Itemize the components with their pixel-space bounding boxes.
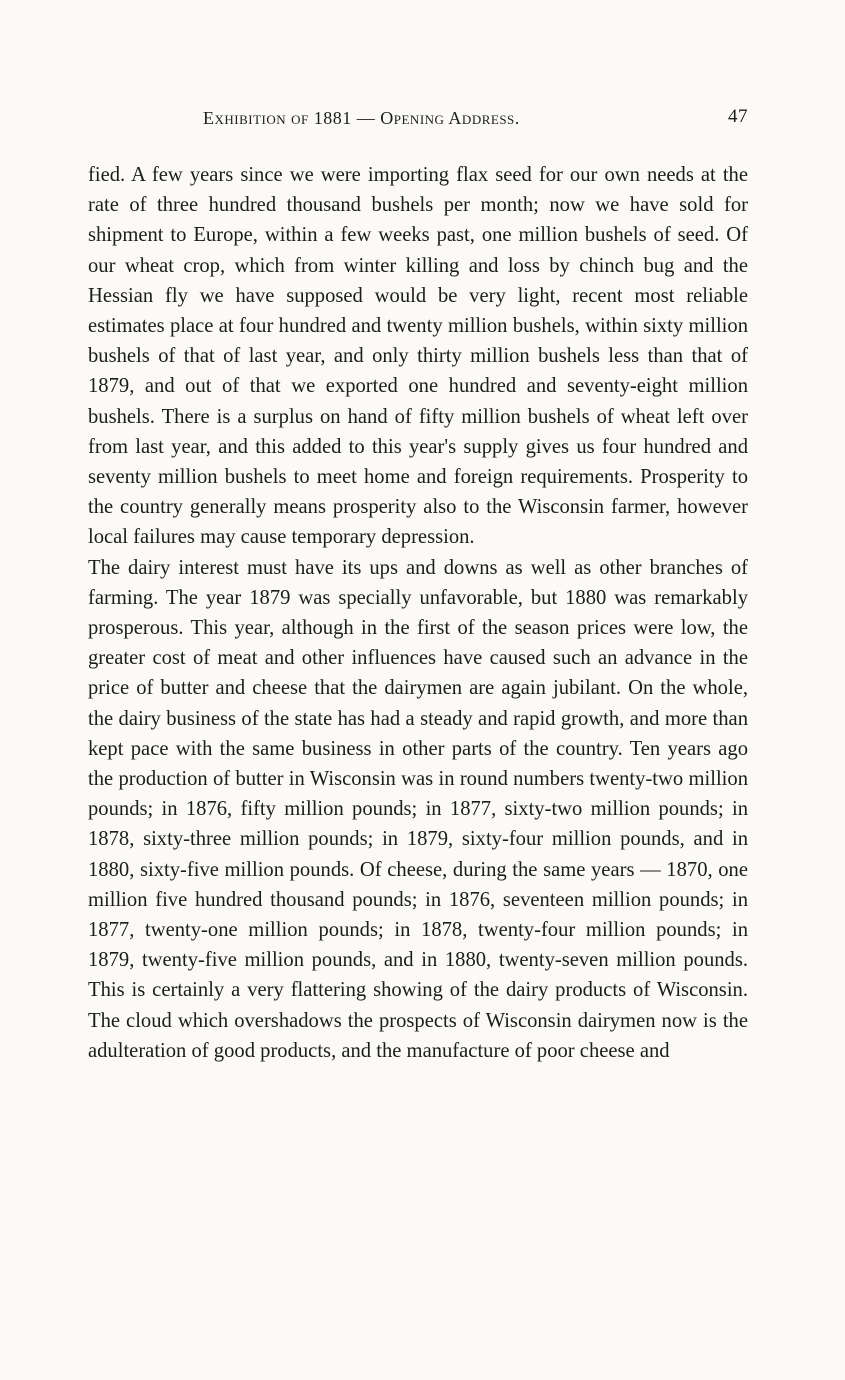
- paragraph-continued: fied. A few years since we were importing flax seed for our own needs at the rate of three hundred thousand bushels per month; now we have sold for shipment to Europe, within a few weeks past, one million bushels of seed. Of our wheat crop, which from winter killing and loss by chinch bug and the Hessian fly we have supposed would be very light, recent most reliable estimates place at four hundred and twenty million bushels, within sixty million bushels of that of last year, and only thirty million bushels less than that of 1879, and out of that we exported one hundred and seventy-eight million bushels. There is a surplus on hand of fifty million bushels of wheat left over from last year, and this added to this year's supply gives us four hundred and seventy million bushels to meet home and foreign requirements. Prosperity to the country generally means prosperity also to the Wisconsin farmer, however local failures may cause temporary depression.: [88, 164, 748, 549]
- paragraph-dairy-interest: The dairy interest must have its ups and downs as well as other branches of farming. The year 1879 was specially unfavorable, but 1880 was remarkably prosperous. This year, although in the first of the season prices were low, the greater cost of meat and other influences have caused such an advance in the price of butter and cheese that the dairymen are again jubilant. On the whole, the dairy business of the state has had a steady and rapid growth, and more than kept pace with the same business in other parts of the country. Ten years ago the production of butter in Wisconsin was in round numbers twenty-two million pounds; in 1876, fifty million pounds; in 1877, sixty-two million pounds; in 1878, sixty-three million pounds; in 1879, sixty-four million pounds, and in 1880, sixty-five million pounds. Of cheese, during the same years — 1870, one million five hundred thousand pounds; in 1876, seventeen million pounds; in 1877, twenty-one million pounds; in 1878, twenty-four million pounds; in 1879, twenty-five million pounds, and in 1880, twenty-seven million pounds. This is certainly a very flattering showing of the dairy products of Wisconsin. The cloud which overshadows the prospects of Wisconsin dairymen now is the adulteration of good products, and the manufacture of poor cheese and: [88, 556, 748, 1062]
- running-head: [88, 100, 748, 136]
- body-text: [88, 160, 748, 1066]
- running-title: Exhibition of 1881 — Opening Address.: [203, 108, 520, 128]
- page-number: 47: [728, 106, 748, 127]
- book-page: [88, 100, 748, 1066]
